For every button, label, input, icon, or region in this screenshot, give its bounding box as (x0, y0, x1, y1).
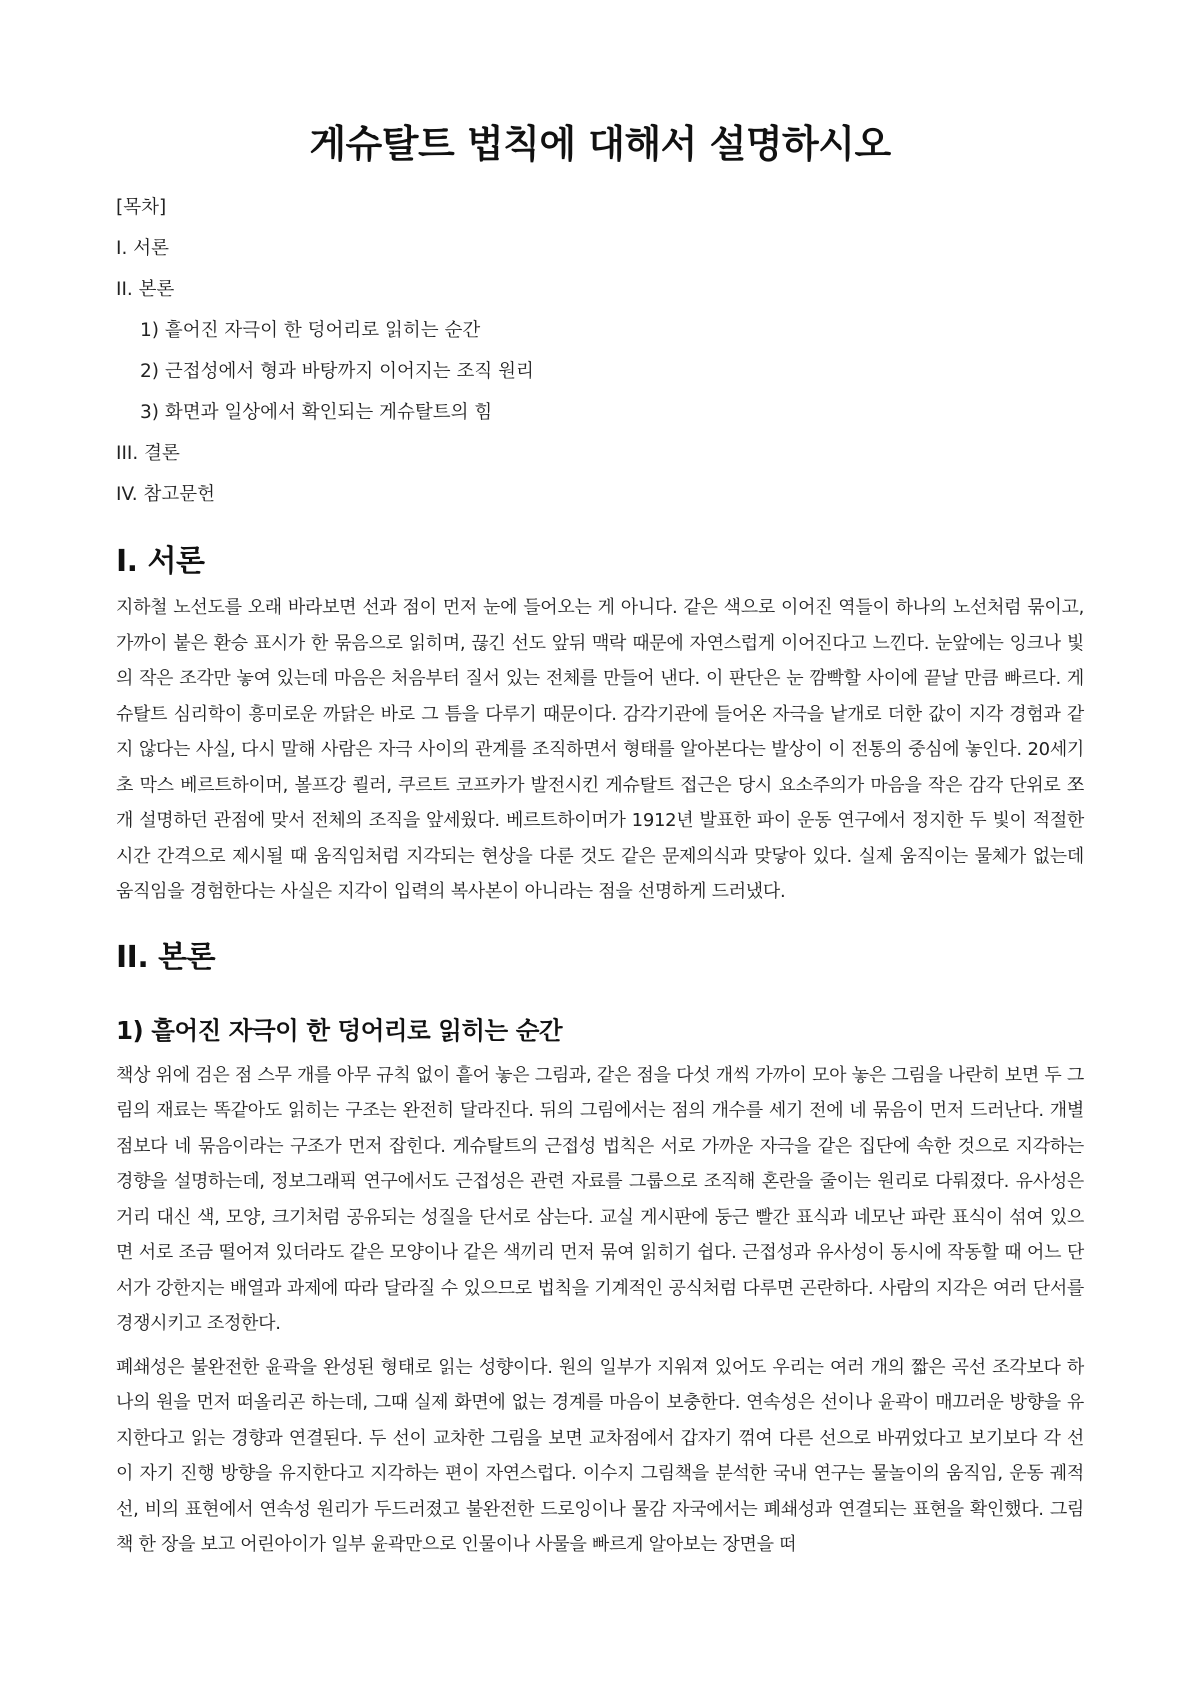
subsection-1-paragraph-1: 책상 위에 검은 점 스무 개를 아무 규칙 없이 흩어 놓은 그림과, 같은 점을 다섯 개씩 가까이 모아 놓은 그림을 나란히 보면 두 그림의 재료는 똑같아도 읽히는 구조는 완전히 달라진다. 뒤의 그림에서는 점의 개수를 세기 전에 네 묶음이 먼저 드러난다. 개별 점보다 네 묶음이라는 구조가 먼저 잡힌다. 게슈탈트의 근접성 법칙은 서로 가까운 자극을 같은 집단에 속한 것으로 지각하는 경향을 설명하는데, 정보그래픽 연구에서도 근접성은 관련 자료를 그룹으로 조직해 혼란을 줄이는 원리로 다뤄졌다. 유사성은 거리 대신 색, 모양, 크기처럼 공유되는 성질을 단서로 삼는다. 교실 게시판에 둥근 빨간 표식과 네모난 파란 표식이 섞여 있으면 서로 조금 떨어져 있더라도 같은 모양이나 같은 색끼리 먼저 묶여 읽히기 쉽다. 근접성과 유사성이 동시에 작동할 때 어느 단서가 강한지는 배열과 과제에 따라 달라질 수 있으므로 법칙을 기계적인 공식처럼 다루면 곤란하다. 사람의 지각은 여러 단서를 경쟁시키고 조정한다. (116, 1064, 1084, 1334)
section-heading-body: II. 본론 (116, 939, 216, 975)
table-of-contents (116, 196, 1084, 524)
toc-item-body-sub1: 1) 흩어진 자극이 한 덩어리로 읽히는 순간 (140, 320, 481, 341)
toc-item-conclusion: III. 결론 (116, 443, 180, 464)
subsection-1-paragraph-2: 폐쇄성은 불완전한 윤곽을 완성된 형태로 읽는 성향이다. 원의 일부가 지워져 있어도 우리는 여러 개의 짧은 곡선 조각보다 하나의 원을 먼저 떠올리곤 하는데, 그때 실제 화면에 없는 경계를 마음이 보충한다. 연속성은 선이나 윤곽이 매끄러운 방향을 유지한다고 읽는 경향과 연결된다. 두 선이 교차한 그림을 보면 교차점에서 갑자기 꺾여 다른 선으로 바뀌었다고 보기보다 각 선이 자기 진행 방향을 유지한다고 지각하는 편이 자연스럽다. 이수지 그림책을 분석한 국내 연구는 물놀이의 움직임, 운동 궤적선, 비의 표현에서 연속성 원리가 두드러졌고 불완전한 드로잉이나 물감 자국에서는 폐쇄성과 연결되는 표현을 확인했다. 그림책 한 장을 보고 어린아이가 일부 윤곽만으로 인물이나 사물을 빠르게 알아보는 장면을 떠 (116, 1356, 1084, 1555)
toc-item-intro: I. 서론 (116, 238, 169, 259)
toc-item-references: IV. 참고문헌 (116, 484, 215, 505)
toc-item-body: II. 본론 (116, 279, 175, 300)
intro-paragraph: 지하철 노선도를 오래 바라보면 선과 점이 먼저 눈에 들어오는 게 아니다. 같은 색으로 이어진 역들이 하나의 노선처럼 묶이고, 가까이 붙은 환승 표시가 한 묶음으로 읽히며, 끊긴 선도 앞뒤 맥락 때문에 자연스럽게 이어진다고 느낀다. 눈앞에는 잉크나 빛의 작은 조각만 놓여 있는데 마음은 처음부터 질서 있는 전체를 만들어 낸다. 이 판단은 눈 깜빡할 사이에 끝날 만큼 빠르다. 게슈탈트 심리학이 흥미로운 까닭은 바로 그 틈을 다루기 때문이다. 감각기관에 들어온 자극을 낱개로 더한 값이 지각 경험과 같지 않다는 사실, 다시 말해 사람은 자극 사이의 관계를 조직하면서 형태를 알아본다는 발상이 이 전통의 중심에 놓인다. 20세기 초 막스 베르트하이머, 볼프강 쾰러, 쿠르트 코프카가 발전시킨 게슈탈트 접근은 당시 요소주의가 마음을 작은 감각 단위로 쪼개 설명하던 관점에 맞서 전체의 조직을 앞세웠다. 베르트하이머가 1912년 발표한 파이 운동 연구에서 정지한 두 빛이 적절한 시간 간격으로 제시될 때 움직임처럼 지각되는 현상을 다룬 것도 같은 문제의식과 맞닿아 있다. 실제 움직이는 물체가 없는데 움직임을 경험한다는 사실은 지각이 입력의 복사본이 아니라는 점을 선명하게 드러냈다. (116, 597, 1084, 902)
toc-label: [목차] (116, 197, 167, 218)
toc-item-body-sub2: 2) 근접성에서 형과 바탕까지 이어지는 조직 원리 (140, 361, 534, 382)
section-heading-intro: I. 서론 (116, 544, 205, 579)
toc-item-body-sub3: 3) 화면과 일상에서 확인되는 게슈탈트의 힘 (140, 402, 493, 423)
document-title: 게슈탈트 법칙에 대해서 설명하시오 (309, 122, 891, 166)
subsection-heading-1: 1) 흩어진 자극이 한 덩어리로 읽히는 순간 (116, 1015, 563, 1045)
